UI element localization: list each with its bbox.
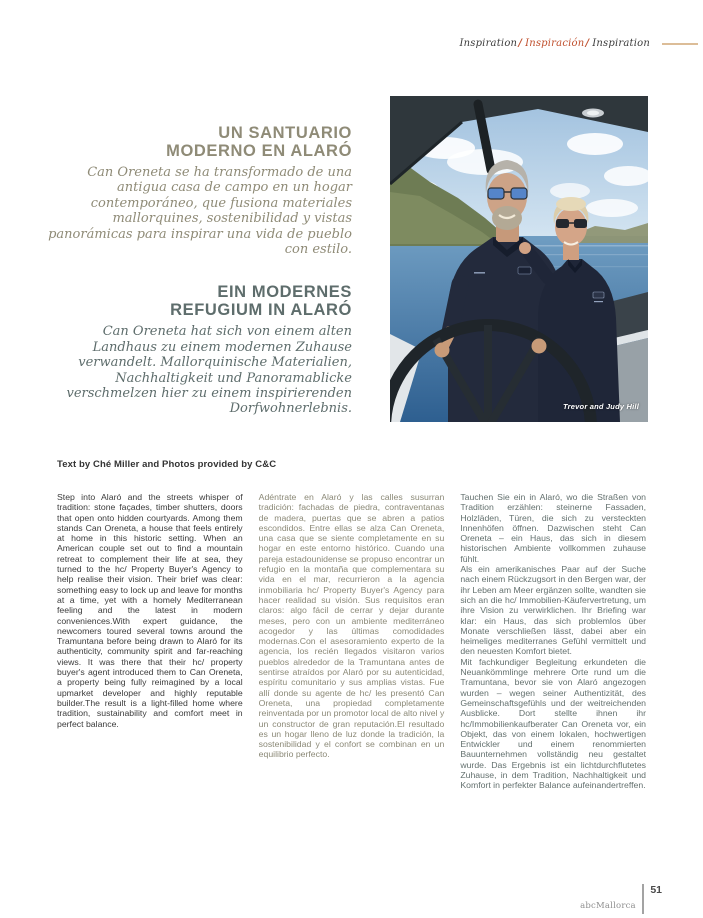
photo-caption: Trevor and Judy Hill: [563, 402, 639, 411]
subtitle-de: Can Oreneta hat sich von einem alten Landhaus zu einem modernen Zuhause verwandelt. Mallorquinische Materialien, Nachhaltigkeit und Panoramablicke verschmelzen hier zu einem inspirierenden Dorfwohnerlebnis.: [66, 324, 352, 417]
page-footer: [580, 884, 662, 914]
couple-on-boat-photo: [390, 96, 648, 422]
kicker-label-es: Inspiración: [525, 38, 585, 49]
subtitle-es: Can Oreneta se ha transformado de una antigua casa de campo en un hogar contemporáneo, que fusiona materiales mallorquines, sostenibilidad y vistas panorámicas para inspirar una vida de pueblo con estilo.: [48, 165, 352, 258]
heading-es-line2: MODERNO EN ALARÓ: [166, 142, 352, 160]
paragraph-de: Tauchen Sie ein in Alaró, wo die Straßen von Tradition erzählen: steinerne Fassaden, Holzläden, Türen, die sich zu versteckten Innenhöfen öffnen. Dazwischen steht Can Oreneta – ein Haus, das sich in diesem historischen Ambiente vollkommen zuhause fühlt.: [460, 492, 646, 564]
byline: Text by Ché Miller and Photos provided by C&C: [57, 459, 277, 470]
page-number: 51: [650, 884, 662, 896]
section-kicker: [0, 38, 698, 49]
title-german: [47, 283, 352, 416]
paragraph-de: Als ein amerikanisches Paar auf der Suche nach einem Rückzugsort in den Bergen war, der ihr Leben am Meer ergänzen sollte, wandten sie sich an die hc/ Immobilien-Käufervertretung, um ihre Vision zu verwirklichen. Ihr Briefing war klar: ein Haus, das sich problemlos über Monate verschließen lässt, dabei aber ein heimeliges mediterranes Gefühl vermittelt und den neuesten Komfort bietet.: [460, 564, 646, 657]
title-spanish: [47, 124, 352, 257]
title-block: [47, 124, 352, 417]
heading-de-line2: REFUGIUM IN ALARÓ: [170, 301, 352, 320]
kicker-label-en: Inspiration: [459, 38, 518, 49]
paragraph-es: Adéntrate en Alaró y las calles susurran tradición: fachadas de piedra, contraventanas de madera, puertas que se abren a patios escondidos. Entre ellas se alza Can Oreneta, una casa que se siente completamente en su hogar en este entorno histórico. Cuando una pareja estadounidense se propuso encontrar un refugio en la montaña que complementara su vida en el mar, recurrieron a la agencia inmobiliaria hc/ Property Buyer's Agency para hacer realidad su visión. Sus requisitos eran claros: algo fácil de cerrar y dejar durante meses, pero con un ambiente mediterráneo acogedor y las últimas comodidades modernas.Con el asesoramiento experto de la agencia, los recién llegados visitaron varios pueblos alrededor de la Tramuntana antes de sentirse atraídos por Alaró por su autenticidad, espíritu comunitario y sus amplias vistas. Fue allí donde su agente de hc/ les presentó Can Oreneta, una propiedad completamente reinventada por un promotor local de alto nivel y un constructor de gran reputación.El resultado es un hogar lleno de luz donde la tradición, la sostenibilidad y el confort se combinan en un equilibrio perfecto.: [258, 492, 445, 760]
column-english: [57, 492, 243, 791]
paragraph-en: Step into Alaró and the streets whisper of tradition: stone façades, timber shutters, doors that open onto hidden courtyards. Among them stands Can Oreneta, a house that feels entirely at home in this historic setting. When an American couple set out to find a mountain retreat to complement their life at sea, they turned to the hc/ Property Buyer's Agency to help realise their vision. Their brief was clear: something easy to lock up and leave for months at a time, yet with a homely Mediterranean feeling and the latest in modern conveniences.With expert guidance, the newcomers toured several towns around the Tramuntana before being drawn to Alaró for its authenticity, community spirit and far-reaching views. It was there that their hc/ property buyer's agent introduced them to Can Oreneta, a property being fully reimagined by a local upmarket developer and highly reputable builder.The result is a light-filled home where tradition, sustainability and comfort meet in perfect balance.: [57, 492, 243, 729]
column-spanish: [259, 492, 445, 791]
kicker-slash: /: [585, 38, 590, 49]
kicker-slash: /: [518, 38, 523, 49]
article-columns: [57, 492, 646, 791]
footer-rule: [642, 884, 645, 914]
boat-scene-illustration: [390, 96, 648, 422]
heading-de: [47, 283, 352, 319]
magazine-name: abcMallorca: [580, 901, 636, 911]
kicker-rule: [662, 43, 698, 45]
heading-de-line1: EIN MODERNES: [217, 283, 352, 302]
heading-es: [47, 124, 352, 160]
column-german: [460, 492, 646, 791]
kicker-label-fr: Inspiration: [592, 38, 650, 49]
paragraph-de: Mit fachkundiger Begleitung erkundeten die Neuankömmlinge mehrere Orte rund um die Tramuntana, bevor sie von Alaró angezogen wurden – wegen seiner Authentizität, des Gemeinschaftsgefühls und der weitreichenden Ausblicke. Dort stellte ihnen ihr hc/Immobilienkaufberater Can Oreneta vor, ein Objekt, das von einem lokalen, hochwertigen Entwickler und einem renommierten Bauunternehmen vollständig neu gestaltet wurde. Das Ergebnis ist ein lichtdurchflutetes Zuhause, in dem Tradition, Nachhaltigkeit und Komfort in perfekter Balance aufeinandertreffen.: [460, 656, 646, 791]
heading-es-line1: UN SANTUARIO: [218, 124, 352, 142]
